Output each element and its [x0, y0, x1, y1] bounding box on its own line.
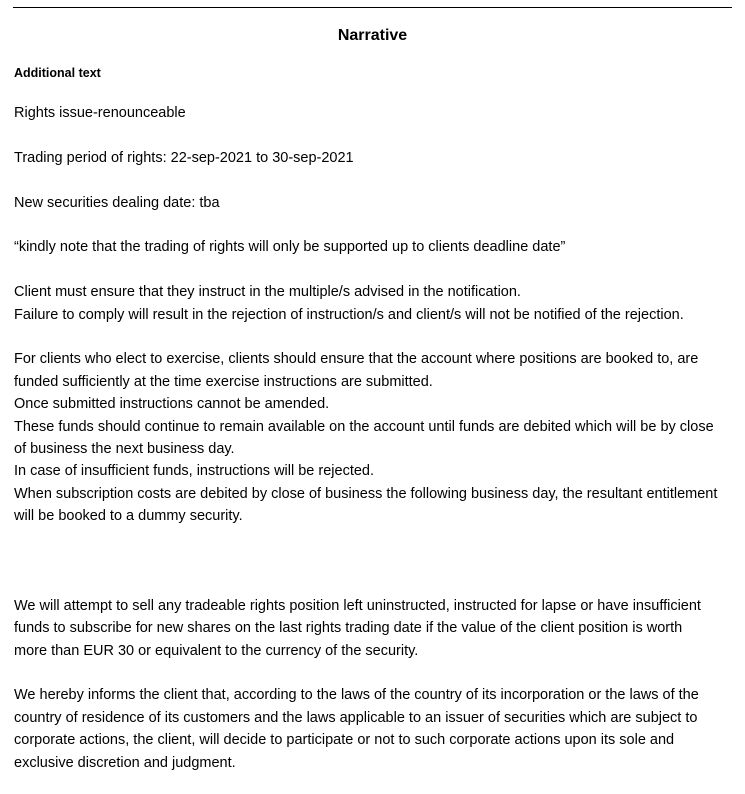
text-line-subscription: When subscription costs are debited by close of business the following business day, the resultant entitlement [14, 485, 718, 502]
text-line-exercise: funded sufficiently at the time exercise instructions are submitted. [14, 373, 433, 390]
paragraph-gap [14, 259, 738, 281]
text-line-issue-type: Rights issue-renounceable [14, 105, 186, 121]
text-line-dealing-date: New securities dealing date: tba [14, 194, 220, 211]
text-line-multiples: Client must ensure that they instruct in the multiple/s advised in the notification. [14, 284, 521, 301]
top-divider [13, 7, 732, 8]
text-line-trading-period: Trading period of rights: 22-sep-2021 to 30-sep-2021 [14, 149, 354, 166]
text-line-no-amend: Once submitted instructions cannot be amended. [14, 396, 330, 413]
text-line-legal: We hereby informs the client that, according to the laws of the country of its incorporation or the laws of the [14, 687, 699, 704]
text-line-sell-rights: We will attempt to sell any tradeable rights position left uninstructed, instructed for lapse or have insufficient [14, 597, 701, 614]
text-line-trading-note: “kindly note that the trading of rights will only be supported up to clients deadline date” [14, 239, 566, 256]
narrative-body [14, 102, 738, 774]
section-heading: Additional text [14, 66, 101, 80]
paragraph-gap [14, 169, 738, 191]
text-line-legal: country of residence of its customers and the laws applicable to an issuer of securities which are subject to [14, 709, 698, 726]
paragraph-gap [14, 326, 738, 348]
text-line-sell-rights: funds to subscribe for new shares on the last rights trading date if the value of the client position is worth [14, 620, 683, 637]
text-line-funds: of business the next business day. [14, 441, 235, 458]
text-line-sell-rights: more than EUR 30 or equivalent to the currency of the security. [14, 642, 419, 659]
paragraph-gap [14, 214, 738, 236]
text-line-insufficient: In case of insufficient funds, instructions will be rejected. [14, 463, 375, 480]
paragraph-gap [14, 662, 738, 684]
page-title: Narrative [337, 27, 408, 44]
text-line-subscription: will be booked to a dummy security. [14, 508, 243, 525]
text-line-legal: exclusive discretion and judgment. [14, 754, 236, 771]
text-line-rejection: Failure to comply will result in the rejection of instruction/s and client/s will not be notified of the rejection. [14, 306, 684, 323]
text-line-funds: These funds should continue to remain available on the account until funds are debited which will be by close [14, 418, 714, 435]
paragraph-gap [14, 528, 738, 595]
text-line-legal: corporate actions, the client, will decide to participate or not to such corporate actions upon its sole and [14, 732, 675, 749]
paragraph-gap [14, 124, 738, 146]
text-line-exercise: For clients who elect to exercise, clients should ensure that the account where positions are booked to, are [14, 351, 699, 368]
